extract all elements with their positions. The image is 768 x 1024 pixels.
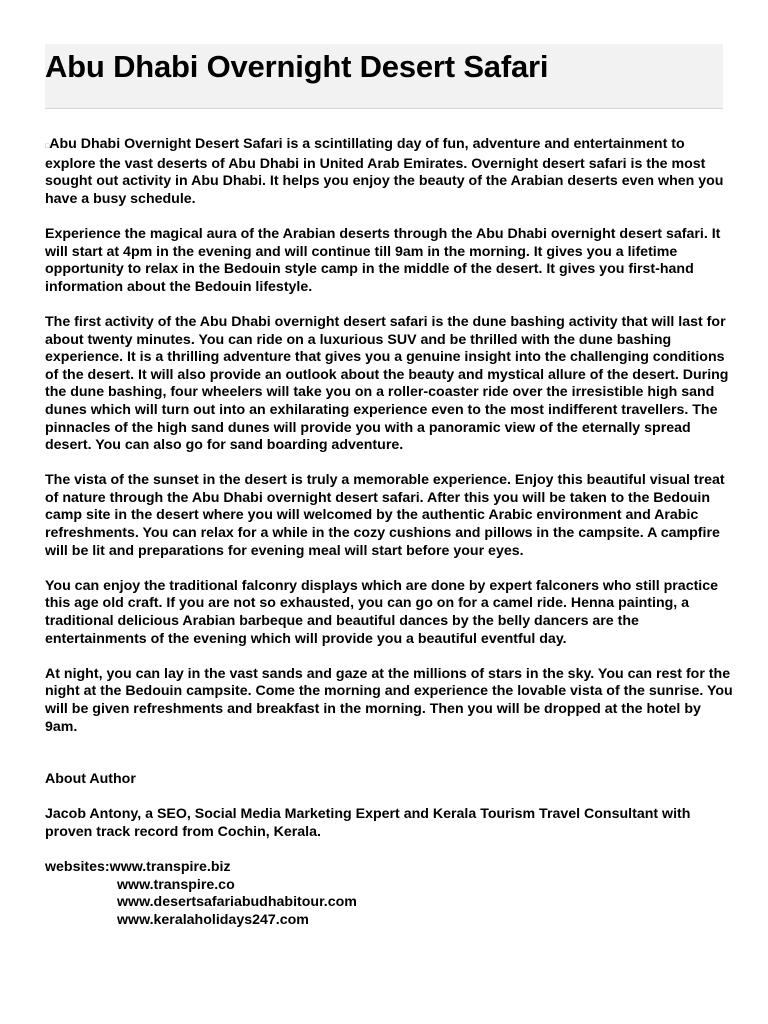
about-author-heading: About Author <box>45 771 136 788</box>
websites-label: websites: <box>45 859 110 876</box>
websites-list <box>45 859 735 929</box>
paragraph-falconry: You can enjoy the traditional falconry displays which are done by expert falconers who still practice this age old craft. If you are not so exhausted, you can go on for a camel ride. Henna painting, a traditional delicious Arabian barbeque and beautiful dances by the belly dancers are the entertainments of the evening which will provide you a beautiful eventful day. <box>45 577 719 647</box>
website-link[interactable]: www.desertsafariabudhabitour.com <box>117 894 357 911</box>
author-bio: Jacob Antony, a SEO, Social Media Marketing Expert and Kerala Tourism Travel Consultant with proven track record from Cochin, Kerala. <box>45 806 691 840</box>
paragraph-intro <box>45 136 735 208</box>
website-line-1 <box>45 859 735 877</box>
website-link[interactable]: www.transpire.co <box>117 876 235 893</box>
paragraph-night: At night, you can lay in the vast sands and gaze at the millions of stars in the sky. You can rest for the night at the Bedouin campsite. Come the morning and experience the lovable vista of the sunrise. You will be given refreshments and breakfast in the morning. Then you will be dropped at the hotel by 9am. <box>45 665 733 735</box>
article-body <box>45 136 735 930</box>
paragraph-text: Abu Dhabi Overnight Desert Safari is a scintillating day of fun, adventure and entertainment to explore the vast deserts of Abu Dhabi in United Arab Emirates. Overnight desert safari is the most sought out activity in Abu Dhabi. It helps you enjoy the beauty of the Arabian deserts even when you have a busy schedule. <box>45 136 724 207</box>
paragraph-dune-bashing: The first activity of the Abu Dhabi overnight desert safari is the dune bashing activity that will last for about twenty minutes. You can ride on a luxurious SUV and be thrilled with the dune bashing experience. It is a thrilling adventure that gives you a genuine insight into the challenging conditions of the desert. It will also provide an outlook about the beauty and mystical allure of the desert. During the dune bashing, four wheelers will take you on a roller-coaster ride over the irresistible high sand dunes which will turn out into an exhilarating experience even to the most indifferent travellers. The pinnacles of the high sand dunes will provide you with a panoramic view of the eternally spread desert. You can also go for sand boarding adventure. <box>45 313 729 454</box>
page-title: Abu Dhabi Overnight Desert Safari <box>45 49 549 84</box>
website-link[interactable]: www.transpire.biz <box>109 859 231 876</box>
paragraph-experience: Experience the magical aura of the Arabian deserts through the Abu Dhabi overnight desert safari. It will start at 4pm in the evening and will continue till 9am in the morning. It gives you a lifetime opportunity to relax in the Bedouin style camp in the middle of the desert. It gives you first-hand information about the Bedouin lifestyle. <box>45 225 721 295</box>
paragraph-marker: □ <box>45 143 50 150</box>
paragraph-sunset: The vista of the sunset in the desert is truly a memorable experience. Enjoy this beautiful visual treat of nature through the Abu Dhabi overnight desert safari. After this you will be taken to the Bedouin camp site in the desert where you will welcomed by the authentic Arabic environment and Arabic refreshments. You can relax for a while in the cozy cushions and pillows in the campsite. A campfire will be lit and preparations for evening meal will start before your eyes. <box>45 472 725 559</box>
website-link[interactable]: www.keralaholidays247.com <box>117 911 309 928</box>
